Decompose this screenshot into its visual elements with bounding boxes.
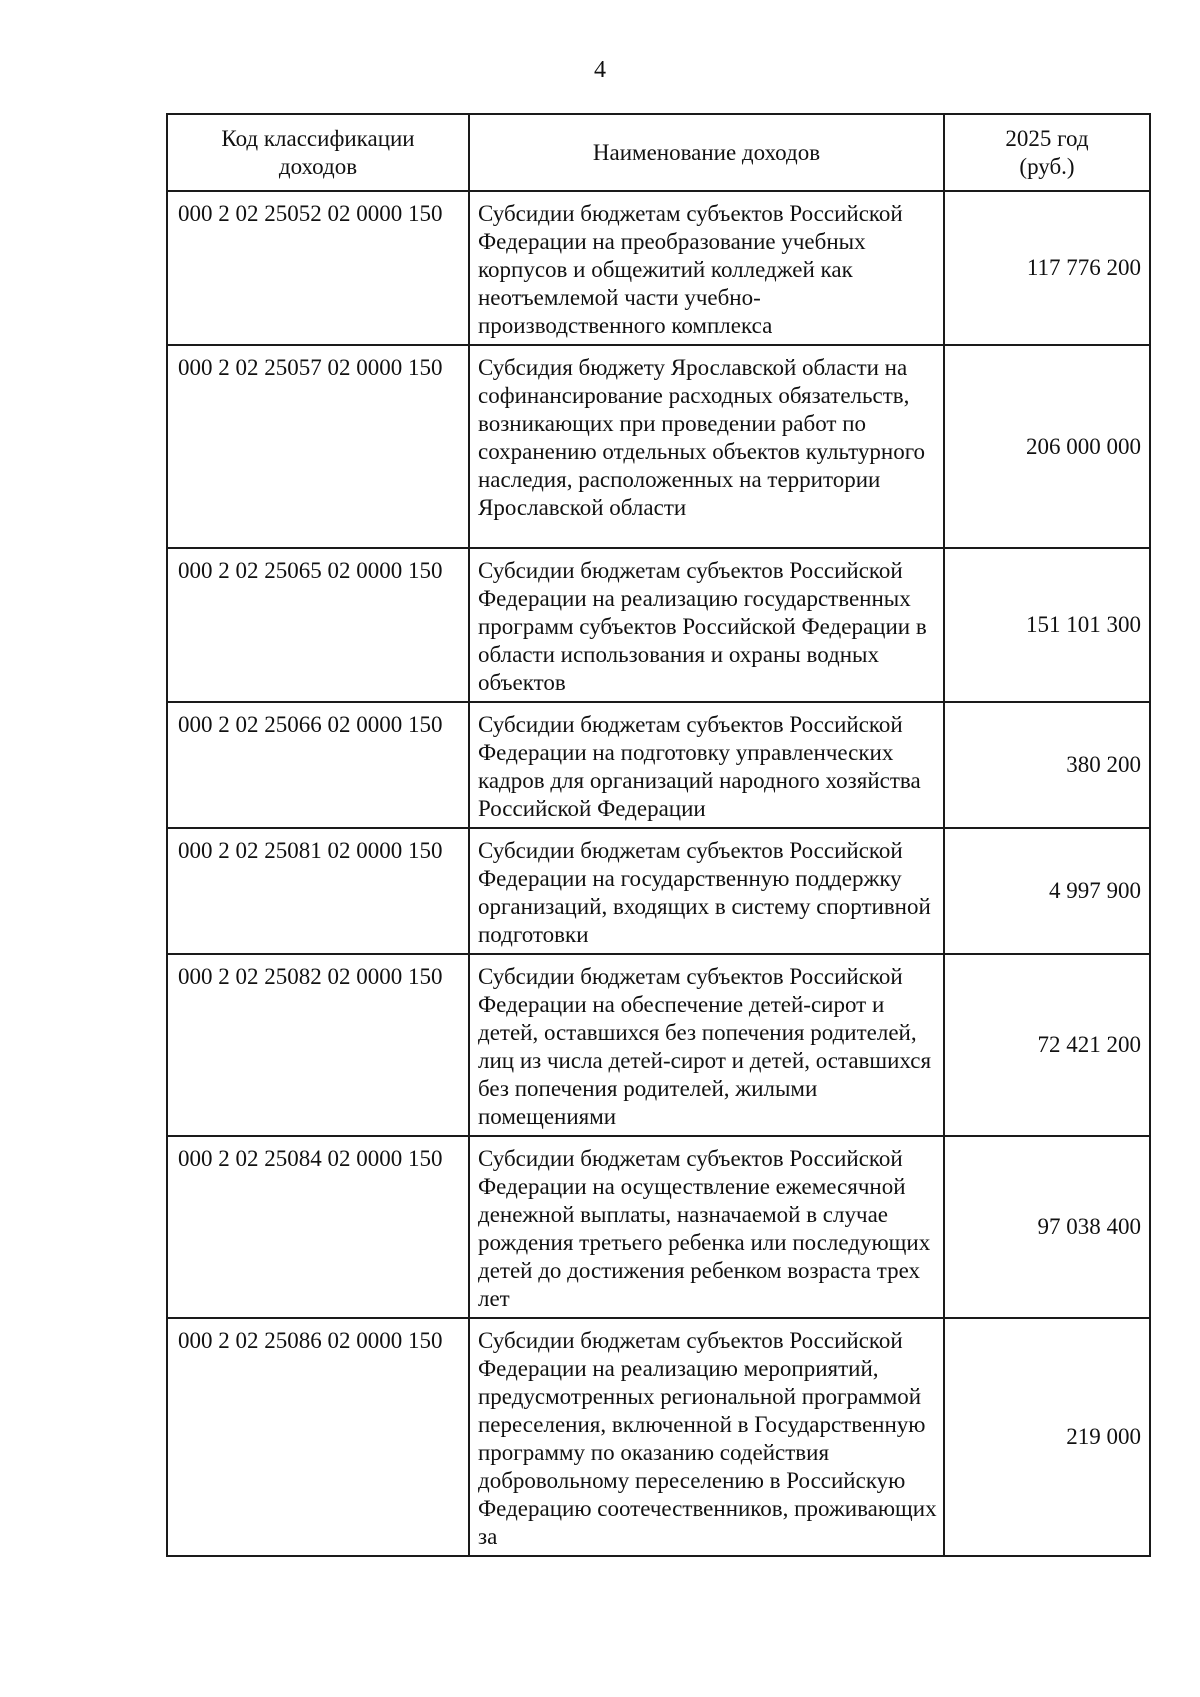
row-code: 000 2 02 25086 02 0000 150 [167,1318,469,1556]
row-code: 000 2 02 25084 02 0000 150 [167,1136,469,1318]
row-code: 000 2 02 25082 02 0000 150 [167,954,469,1136]
table-header-row [167,114,1150,191]
row-code: 000 2 02 25057 02 0000 150 [167,345,469,548]
row-name: Субсидии бюджетам субъектов Российской Федерации на государственную поддержку организаций, входящих в систему спортивной подготовки [469,828,944,954]
page-number: 4 [594,57,606,83]
row-name: Субсидии бюджетам субъектов Российской Федерации на реализацию государственных программ субъектов Российской Федерации в области использования и охраны водных объектов [469,548,944,702]
table-row [167,828,1150,954]
row-amount: 151 101 300 [944,548,1150,702]
row-name: Субсидии бюджетам субъектов Российской Федерации на осуществление ежемесячной денежной выплаты, назначаемой в случае рождения третьего ребенка или последующих детей до достижения ребенком возраста трех лет [469,1136,944,1318]
row-amount: 206 000 000 [944,345,1150,548]
header-code: Код классификации доходов [167,114,469,191]
row-amount: 219 000 [944,1318,1150,1556]
table-row [167,702,1150,828]
row-amount: 97 038 400 [944,1136,1150,1318]
header-name: Наименование доходов [469,114,944,191]
income-table [166,113,1151,1557]
row-amount: 117 776 200 [944,191,1150,345]
row-code: 000 2 02 25081 02 0000 150 [167,828,469,954]
row-name: Субсидии бюджетам субъектов Российской Федерации на обеспечение детей-сирот и детей, оставшихся без попечения родителей, лиц из числа детей-сирот и детей, оставшихся без попечения родителей, жилыми помещениями [469,954,944,1136]
table-row [167,548,1150,702]
table-row [167,191,1150,345]
row-amount: 380 200 [944,702,1150,828]
row-code: 000 2 02 25052 02 0000 150 [167,191,469,345]
row-amount: 72 421 200 [944,954,1150,1136]
table-row [167,954,1150,1136]
row-name: Субсидии бюджетам субъектов Российской Федерации на преобразование учебных корпусов и общежитий колледжей как неотъемлемой части учебно-производственного комплекса [469,191,944,345]
row-code: 000 2 02 25065 02 0000 150 [167,548,469,702]
row-name: Субсидии бюджетам субъектов Российской Федерации на реализацию мероприятий, предусмотренных региональной программой переселения, включенной в Государственную программу по оказанию содействия добровольному переселению в Российскую Федерацию соотечественников, проживающих за [469,1318,944,1556]
row-name: Субсидии бюджетам субъектов Российской Федерации на подготовку управленческих кадров для организаций народного хозяйства Российской Федерации [469,702,944,828]
row-name: Субсидия бюджету Ярославской области на софинансирование расходных обязательств, возникающих при проведении работ по сохранению отдельных объектов культурного наследия, расположенных на территории Ярославской области [469,345,944,548]
row-amount: 4 997 900 [944,828,1150,954]
table-row [167,1318,1150,1556]
table-row [167,1136,1150,1318]
header-amount: 2025 год (руб.) [944,114,1150,191]
table-row [167,345,1150,548]
row-code: 000 2 02 25066 02 0000 150 [167,702,469,828]
